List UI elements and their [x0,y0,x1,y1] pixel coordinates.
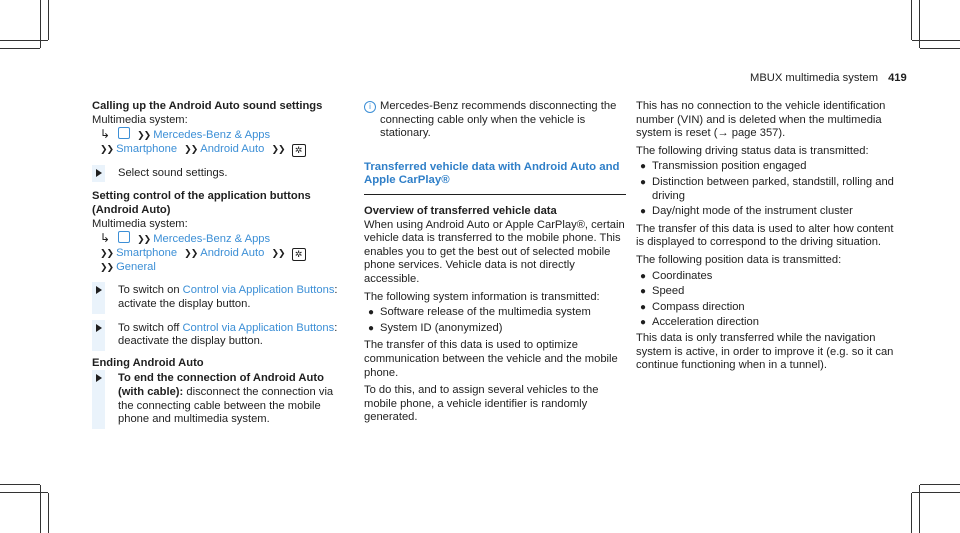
step-text: To switch off [118,321,183,334]
list-item [364,306,626,320]
list-item [636,205,898,219]
nav-path [92,231,350,247]
nav-item[interactable]: Mercedes-Benz & Apps [153,233,271,246]
step-text: Select sound settings. [118,166,228,179]
step-bold-text: To end the connection of Android Auto (with cable): [118,372,324,398]
step [92,284,350,311]
nav-item[interactable]: Android Auto [200,142,265,155]
step-text: : deactivate the display button. [118,321,338,348]
nav-item[interactable]: Smartphone [116,246,178,259]
nav-path [92,247,350,261]
step-text: To switch on [118,284,183,297]
paragraph: The following system information is transmitted: [364,290,600,303]
chevron-double-icon: ❯❯ [137,130,151,141]
paragraph: The following position data is transmitted: [636,253,842,266]
paragraph: When using Android Auto or Apple CarPlay®, certain vehicle data is transferred to the mobile phone. This enables you to get the best out of selected mobile phone services. Vehicle data is not directly accessible. [364,218,625,285]
paragraph: The transfer of this data is used to optimize communication between the vehicle and the mobile phone. [364,339,618,379]
step-arrow-icon [96,169,102,177]
column-right [636,100,898,373]
step-text: : activate the display button. [118,284,338,310]
crop-mark [0,492,48,493]
crop-mark [48,493,49,533]
bullet-icon: ● [640,206,647,218]
menu-link[interactable]: Control via Application Buttons [182,321,335,334]
sub-heading: Overview of transferred vehicle data [364,204,557,217]
bullet-icon: ● [640,270,647,282]
bullet-icon: ● [640,301,647,313]
column-left [92,100,350,427]
home-icon[interactable] [118,127,130,139]
bullet-icon: ● [368,322,375,334]
crop-mark [911,0,912,40]
system-label: Multimedia system: [92,113,188,126]
crop-mark [0,484,40,485]
chevron-double-icon: ❯❯ [100,247,114,258]
note [364,100,626,141]
settings-icon[interactable]: ✲ [292,144,306,157]
nav-item[interactable]: Smartphone [116,142,178,155]
chevron-double-icon: ❯❯ [137,234,151,245]
nav-path [92,127,350,143]
chevron-double-icon: ❯❯ [100,261,114,272]
list-item [636,285,898,299]
paragraph: To do this, and to assign several vehicles to the mobile phone, a vehicle identifier is randomly generated. [364,384,599,424]
home-icon[interactable] [118,231,130,243]
header-title: MBUX multimedia system [750,72,879,84]
page-number: 419 [888,72,907,84]
system-label: Multimedia system: [92,217,188,230]
list-item-text: Speed [652,285,685,298]
list-item-text: Compass direction [652,300,745,313]
list-item-text: Distinction between parked, standstill, rolling and driving [652,175,894,202]
chevron-double-icon: ❯❯ [271,143,285,154]
bullet-icon: ● [640,176,647,188]
paragraph: The following driving status data is transmitted: [636,144,869,157]
step-arrow-icon [96,374,102,382]
list-item [364,322,626,336]
heading-ending: Ending Android Auto [92,356,204,369]
chevron-double-icon: ❯❯ [184,143,198,154]
crop-mark [48,0,49,40]
step-text: disconnect the connection via the connecting cable between the mobile phone and multimedia system. [118,385,334,426]
nav-item[interactable]: Android Auto [200,246,265,259]
crop-mark [0,48,40,49]
bullet-icon: ● [640,286,647,298]
menu-link[interactable]: Control via Application Buttons [182,284,335,297]
page-header [750,72,907,86]
list-item-text: System ID (anonymized) [380,321,503,334]
paragraph: This data is only transferred while the navigation system is active, in order to improve it (e.g. so it can continue functioning when in a tunnel). [636,331,894,372]
divider [364,194,626,195]
column-middle [364,100,626,425]
chevron-double-icon: ❯❯ [100,143,114,154]
step [92,167,350,181]
list-item [636,176,898,203]
chevron-double-icon: ❯❯ [184,247,198,258]
chevron-double-icon: ❯❯ [271,247,285,258]
bullet-icon: ● [640,317,647,329]
list-item [636,316,898,330]
step-arrow-icon [96,286,102,294]
bullet-icon: ● [368,307,375,319]
heading-app-buttons: Setting control of the application buttons (Android Auto) [92,190,311,216]
list-item [636,270,898,284]
list-item-text: Software release of the multimedia system [380,306,591,319]
nav-item[interactable]: General [116,260,156,273]
path-start-icon: ↳ [100,127,111,142]
bullet-icon: ● [640,161,647,173]
list-item [636,301,898,315]
note-text: Mercedes-Benz recommends disconnecting the connecting cable only when the vehicle is stationary. [380,100,617,140]
step-arrow-icon [96,324,102,332]
nav-path [92,143,350,157]
list-item-text: Transmission position engaged [652,160,807,173]
nav-item[interactable]: Mercedes-Benz & Apps [153,129,271,142]
nav-path [92,261,350,275]
section-title: Transferred vehicle data with Android Auto and Apple CarPlay® [364,160,620,187]
paragraph: This has no connection to the vehicle identification number (VIN) and is deleted when the multimedia system is reset (→ page 357). [636,100,886,140]
list-item-text: Acceleration direction [652,316,759,329]
step [92,322,350,349]
crop-mark [920,48,960,49]
path-start-icon: ↳ [100,231,111,246]
paragraph: The transfer of this data is used to alter how content is displayed to correspond to the driving situation. [636,222,894,249]
crop-mark [912,40,960,41]
crop-mark [912,492,960,493]
list-item [636,160,898,174]
step [92,372,350,426]
crop-mark [911,493,912,533]
crop-mark [0,40,48,41]
list-item-text: Day/night mode of the instrument cluster [652,205,853,218]
heading-sound-settings: Calling up the Android Auto sound settings [92,100,323,112]
crop-mark [920,484,960,485]
info-icon: i [364,101,376,113]
list-item-text: Coordinates [652,269,713,282]
settings-icon[interactable]: ✲ [292,248,306,261]
